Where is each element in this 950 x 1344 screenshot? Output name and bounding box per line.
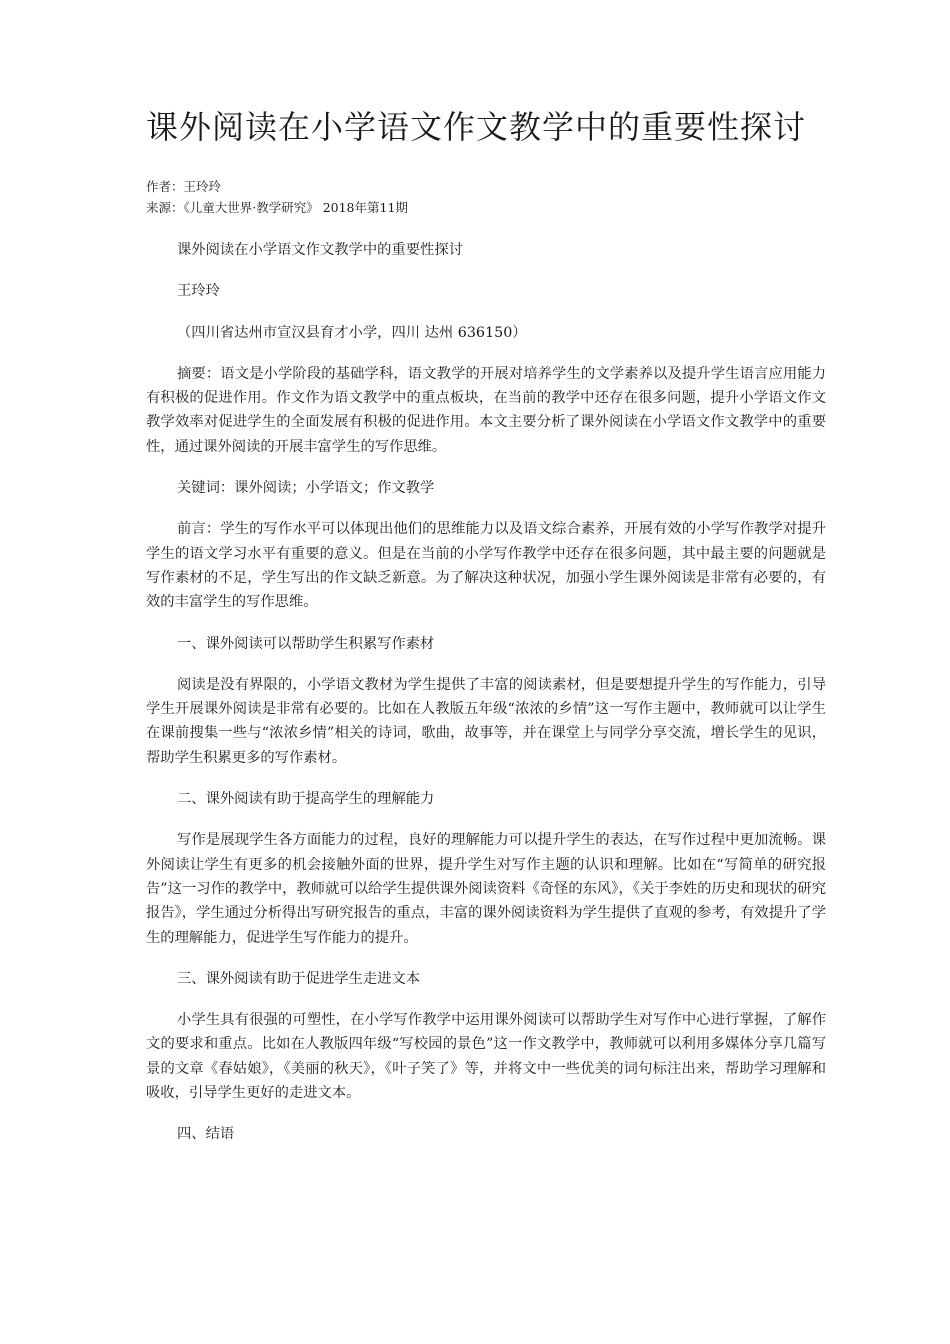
section-heading-1: 一、课外阅读可以帮助学生积累写作素材 [177, 635, 435, 652]
section-body-1: 阅读是没有界限的，小学语文教材为学生提供了丰富的阅读素材，但是要想提升学生的写作能力，引导学生开展课外阅读是非常有必要的。比如在人教版五年级“浓浓的乡情”这一写作主题中，教师就可以让学生在课前搜集一些与“浓浓乡情”相关的诗词，歌曲，故事等，并在课堂上与同学分享交流，增长学生的见识，帮助学生积累更多的写作素材。 [146, 676, 826, 766]
section-body-2: 写作是展现学生各方面能力的过程，良好的理解能力可以提升学生的表达，在写作过程中更加流畅。课外阅读让学生有更多的机会接触外面的世界，提升学生对写作主题的认识和理解。比如在“写简单的研究报告”这一习作的教学中，教师就可以给学生提供课外阅读资料《奇怪的东风》，《关于李姓的历史和现状的研究报告》，学生通过分析得出写研究报告的重点，丰富的课外阅读资料为学生提供了直观的参考，有效提升了学生的理解能力，促进学生写作能力的提升。 [146, 832, 826, 946]
author-line: 作者：王玲玲 [146, 179, 222, 194]
document-page [146, 104, 826, 1147]
source-line: 来源：《儿童大世界·教学研究》 2018年第11期 [146, 200, 408, 215]
document-meta [146, 176, 826, 218]
keywords-paragraph: 关键词：课外阅读；小学语文；作文教学 [177, 480, 435, 497]
article-author-paragraph: 王玲玲 [177, 283, 220, 300]
article-title-paragraph: 课外阅读在小学语文作文教学中的重要性探讨 [177, 242, 463, 258]
section-heading-3: 三、课外阅读有助于促进学生走进文本 [177, 970, 421, 987]
section-body-3: 小学生具有很强的可塑性，在小学写作教学中运用课外阅读可以帮助学生对写作中心进行掌握，了解作文的要求和重点。比如在人教版四年级“写校园的景色”这一作文教学中，教师就可以利用多媒体分享几篇写景的文章《春姑娘》，《美丽的秋天》，《叶子笑了》等，并将文中一些优美的词句标注出来，帮助学习理解和吸收，引导学生更好的走进文本。 [146, 1012, 826, 1102]
document-title: 课外阅读在小学语文作文教学中的重要性探讨 [146, 108, 807, 146]
section-heading-2: 二、课外阅读有助于提高学生的理解能力 [177, 791, 435, 808]
affiliation-paragraph: （四川省达州市宣汉县育才小学，四川 达州 636150） [177, 324, 527, 341]
abstract-paragraph: 摘要：语文是小学阶段的基础学科，语文教学的开展对培养学生的文学素养以及提升学生语言应用能力有积极的促进作用。作文作为语文教学中的重点板块，在当前的教学中还存在很多问题，提升小学语文作文教学效率对促进学生的全面发展有积极的促进作用。本文主要分析了课外阅读在小学语文作文教学中的重要性，通过课外阅读的开展丰富学生的写作思维。 [146, 365, 826, 455]
section-heading-4: 四、结语 [177, 1126, 235, 1143]
preface-paragraph: 前言：学生的写作水平可以体现出他们的思维能力以及语文综合素养，开展有效的小学写作教学对提升学生的语文学习水平有重要的意义。但是在当前的小学写作教学中还存在很多问题，其中最主要的问题就是写作素材的不足，学生写出的作文缺乏新意。为了解决这种状况，加强小学生课外阅读是非常有必要的，有效的丰富学生的写作思维。 [146, 521, 826, 611]
